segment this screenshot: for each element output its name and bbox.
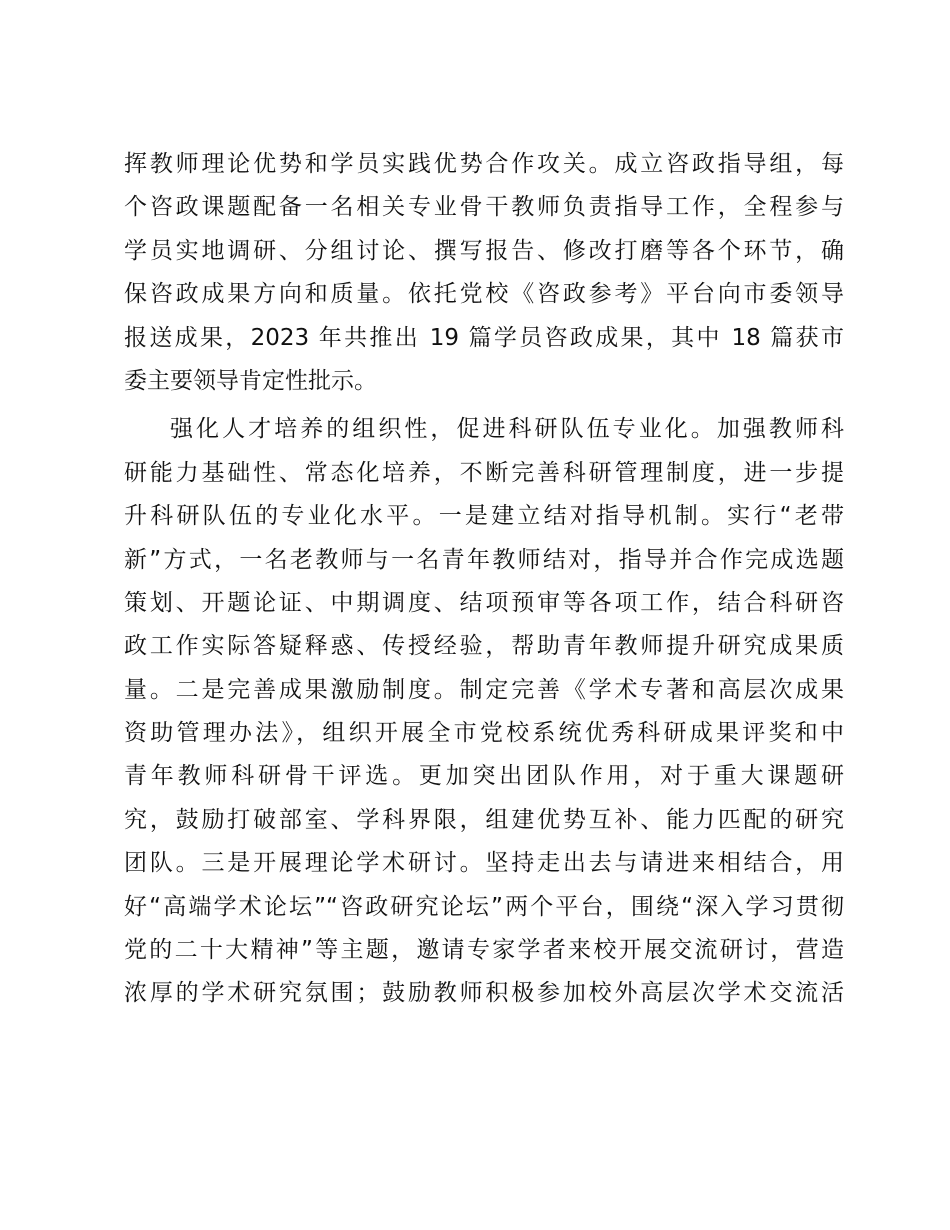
text-line: 量。二是完善成果激励制度。制定完善《学术专著和高层次成果 bbox=[124, 676, 844, 703]
text-line: 个咨政课题配备一名相关专业骨干教师负责指导工作，全程参与 bbox=[124, 194, 844, 221]
text-line: 研能力基础性、常态化培养，不断完善科研管理制度，进一步提 bbox=[124, 459, 844, 486]
text-line: 团队。三是开展理论学术研讨。坚持走出去与请进来相结合，用 bbox=[124, 850, 844, 877]
text-line: 挥教师理论优势和学员实践优势合作攻关。成立咨政指导组，每 bbox=[124, 151, 844, 177]
text-line: 资助管理办法》，组织开展全市党校系统优秀科研成果评奖和中 bbox=[124, 720, 844, 747]
document-page bbox=[124, 143, 844, 1016]
text-line: 究，鼓励打破部室、学科界限，组建优势互补、能力匹配的研究 bbox=[124, 806, 844, 833]
text-line: 报送成果，2023 年共推出 19 篇学员咨政成果，其中 18 篇获市 bbox=[124, 324, 844, 351]
text-line: 浓厚的学术研究氛围；鼓励教师积极参加校外高层次学术交流活 bbox=[124, 980, 844, 1007]
text-line: 强化人才培养的组织性，促进科研队伍专业化。加强教师科 bbox=[170, 416, 844, 443]
text-line: 策划、开题论证、中期调度、结项预审等各项工作，结合科研咨 bbox=[124, 589, 844, 616]
text-line: 党的二十大精神”等主题，邀请专家学者来校开展交流研讨，营造 bbox=[124, 937, 844, 964]
text-line: 升科研队伍的专业化水平。一是建立结对指导机制。实行“老带 bbox=[124, 503, 844, 530]
text-line: 委主要领导肯定性批示。 bbox=[124, 367, 377, 394]
paragraph-1 bbox=[124, 143, 844, 403]
text-line: 新”方式，一名老教师与一名青年教师结对，指导并合作完成选题 bbox=[124, 546, 844, 573]
text-line: 政工作实际答疑释惑、传授经验，帮助青年教师提升研究成果质 bbox=[124, 633, 844, 660]
text-line: 好“高端学术论坛”“咨政研究论坛”两个平台，围绕“深入学习贯彻 bbox=[124, 893, 844, 920]
paragraph-2 bbox=[124, 408, 844, 1015]
text-line: 青年教师科研骨干评选。更加突出团队作用，对于重大课题研 bbox=[124, 763, 844, 790]
text-line: 学员实地调研、分组讨论、撰写报告、修改打磨等各个环节，确 bbox=[124, 237, 844, 264]
text-line: 保咨政成果方向和质量。依托党校《咨政参考》平台向市委领导 bbox=[124, 281, 844, 308]
